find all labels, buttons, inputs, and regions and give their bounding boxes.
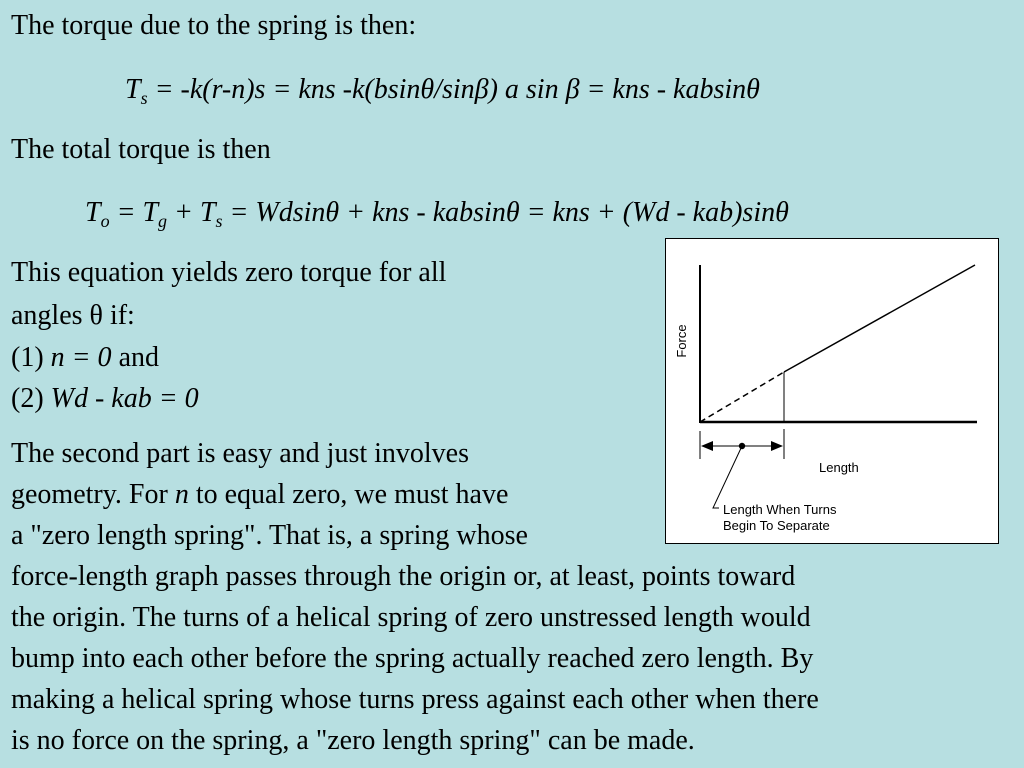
condition-1: (1) n = 0 and <box>11 342 159 373</box>
annotation-label: Length When Turns <box>723 502 837 517</box>
equation-total-torque: $T_o = T_g + T_s = Wdsin\theta$ + kns - kabsinθ = kns + (Wd - kab)sinθ <box>85 197 789 231</box>
y-axis-label: Force <box>674 324 689 358</box>
paragraph-line: making a helical spring whose turns press against each other when there <box>11 684 819 715</box>
force-line <box>784 265 975 372</box>
force-length-graph <box>666 239 998 543</box>
force-length-diagram <box>665 238 999 544</box>
condition-2: (2) Wd - kab = 0 <box>11 383 199 414</box>
zero-torque-statement-cont: angles θ if: <box>11 300 135 331</box>
paragraph-line: is no force on the spring, a "zero length spring" can be made. <box>11 725 695 756</box>
annotation-leader <box>713 446 742 508</box>
extrapolated-line <box>700 372 784 422</box>
paragraph-line: force-length graph passes through the origin or, at least, points toward <box>11 561 796 592</box>
paragraph-line: the origin. The turns of a helical spring of zero unstressed length would <box>11 602 811 633</box>
x-axis-label: Length <box>819 460 859 475</box>
paragraph-line: geometry. For n to equal zero, we must have <box>11 479 509 510</box>
intro-spring-torque: The torque due to the spring is then: <box>11 10 417 41</box>
paragraph-line: a "zero length spring". That is, a spring whose <box>11 520 528 551</box>
zero-torque-statement: This equation yields zero torque for all <box>11 257 447 288</box>
equation-spring-torque: $T_s = -k(r-n)s$ = kns -k(bsinθ/sinβ) a sin β = kns - kabsinθ <box>125 74 760 108</box>
paragraph-line: bump into each other before the spring actually reached zero length. By <box>11 643 814 674</box>
intro-total-torque: The total torque is then <box>11 134 271 165</box>
paragraph-line: The second part is easy and just involves <box>11 438 470 469</box>
dimension-arrow-left <box>701 441 713 451</box>
dimension-arrow-right <box>771 441 783 451</box>
annotation-label: Begin To Separate <box>723 518 830 533</box>
